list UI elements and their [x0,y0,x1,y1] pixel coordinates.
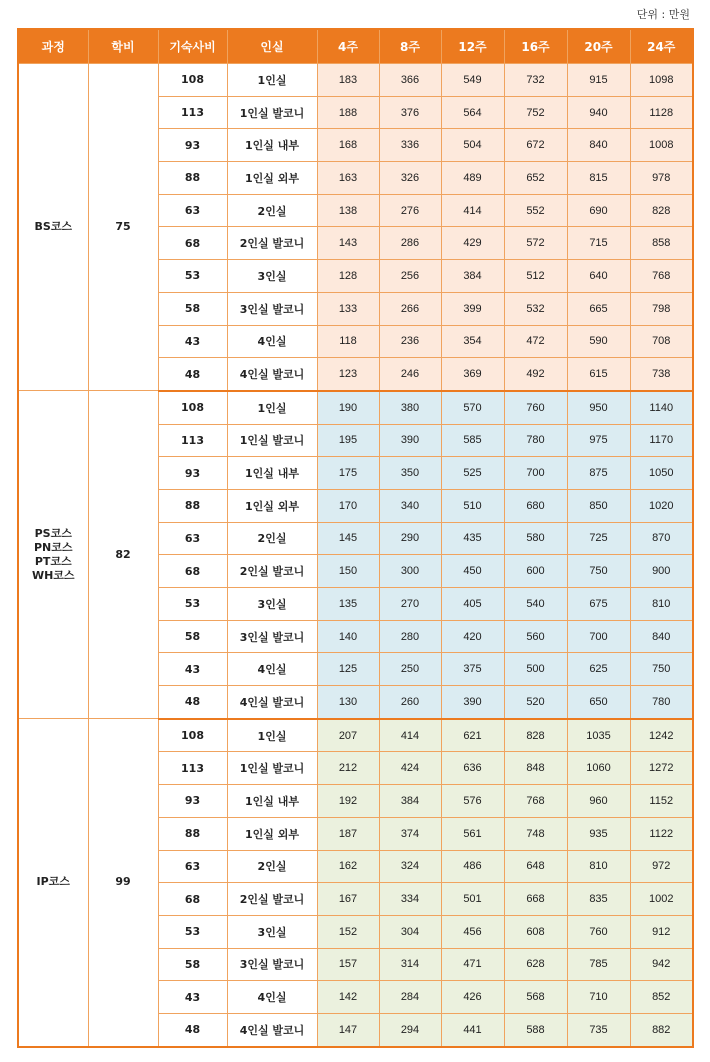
price-cell: 374 [379,817,441,850]
price-cell: 810 [630,588,693,621]
price-cell: 852 [630,981,693,1014]
course-name-text: BS코스 [34,220,73,234]
room-type-cell: 4인실 [227,325,317,358]
price-cell: 690 [567,194,630,227]
room-type-cell: 1인실 발코니 [227,752,317,785]
course-name [18,391,88,719]
price-cell: 369 [441,358,504,391]
price-cell: 815 [567,162,630,195]
room-type-cell: 4인실 [227,981,317,1014]
price-cell: 1035 [567,719,630,752]
price-cell: 304 [379,915,441,948]
price-cell: 768 [504,785,567,818]
dorm-fee-cell: 113 [158,424,227,457]
price-cell: 810 [567,850,630,883]
price-cell: 564 [441,96,504,129]
price-cell: 552 [504,194,567,227]
price-cell: 590 [567,325,630,358]
course-name [18,719,88,1047]
price-cell: 192 [317,785,379,818]
price-cell: 940 [567,96,630,129]
price-cell: 1098 [630,64,693,97]
price-cell: 147 [317,1013,379,1046]
price-cell: 568 [504,981,567,1014]
table-row [18,391,693,424]
price-cell: 780 [504,424,567,457]
price-cell: 650 [567,686,630,719]
header-4-weeks: 4주 [317,29,379,64]
price-cell: 725 [567,522,630,555]
room-type-cell: 3인실 [227,588,317,621]
room-type-cell: 1인실 내부 [227,457,317,490]
price-cell: 130 [317,686,379,719]
price-cell: 212 [317,752,379,785]
price-cell: 450 [441,555,504,588]
price-cell: 735 [567,1013,630,1046]
price-cell: 380 [379,391,441,424]
dorm-fee-cell: 93 [158,457,227,490]
dorm-fee-cell: 88 [158,489,227,522]
room-type-cell: 4인실 발코니 [227,686,317,719]
price-cell: 195 [317,424,379,457]
price-cell: 162 [317,850,379,883]
price-cell: 1050 [630,457,693,490]
price-cell: 768 [630,260,693,293]
dorm-fee-cell: 113 [158,96,227,129]
price-cell: 900 [630,555,693,588]
price-cell: 942 [630,948,693,981]
price-cell: 266 [379,292,441,325]
price-cell: 376 [379,96,441,129]
price-cell: 504 [441,129,504,162]
price-cell: 640 [567,260,630,293]
price-cell: 168 [317,129,379,162]
price-cell: 625 [567,653,630,686]
price-cell: 850 [567,489,630,522]
price-cell: 300 [379,555,441,588]
price-cell: 405 [441,588,504,621]
price-cell: 336 [379,129,441,162]
price-cell: 760 [567,915,630,948]
dorm-fee-cell: 43 [158,653,227,686]
room-type-cell: 3인실 [227,260,317,293]
price-cell: 500 [504,653,567,686]
price-cell: 142 [317,981,379,1014]
price-cell: 750 [630,653,693,686]
price-cell: 492 [504,358,567,391]
price-cell: 1122 [630,817,693,850]
price-cell: 1008 [630,129,693,162]
price-cell: 1060 [567,752,630,785]
price-cell: 190 [317,391,379,424]
price-cell: 143 [317,227,379,260]
price-cell: 1170 [630,424,693,457]
price-cell: 441 [441,1013,504,1046]
tuition-value: 82 [88,391,158,719]
price-cell: 284 [379,981,441,1014]
price-cell: 532 [504,292,567,325]
price-cell: 175 [317,457,379,490]
price-cell: 456 [441,915,504,948]
header-room-type: 인실 [227,29,317,64]
course-name [18,64,88,391]
price-cell: 621 [441,719,504,752]
room-type-cell: 1인실 발코니 [227,96,317,129]
dorm-fee-cell: 43 [158,325,227,358]
price-cell: 188 [317,96,379,129]
room-type-cell: 1인실 [227,719,317,752]
price-cell: 915 [567,64,630,97]
price-cell: 935 [567,817,630,850]
price-cell: 572 [504,227,567,260]
price-cell: 950 [567,391,630,424]
price-cell: 748 [504,817,567,850]
unit-note: 단위 : 만원 [636,8,690,21]
price-cell: 588 [504,1013,567,1046]
dorm-fee-cell: 88 [158,817,227,850]
price-cell: 636 [441,752,504,785]
room-type-cell: 1인실 [227,391,317,424]
room-type-cell: 2인실 발코니 [227,227,317,260]
price-cell: 652 [504,162,567,195]
price-cell: 525 [441,457,504,490]
price-cell: 276 [379,194,441,227]
dorm-fee-cell: 48 [158,686,227,719]
price-cell: 752 [504,96,567,129]
price-cell: 340 [379,489,441,522]
price-cell: 715 [567,227,630,260]
room-type-cell: 1인실 외부 [227,817,317,850]
dorm-fee-cell: 53 [158,915,227,948]
fee-table [17,28,694,1048]
price-cell: 236 [379,325,441,358]
price-cell: 1242 [630,719,693,752]
price-cell: 912 [630,915,693,948]
room-type-cell: 2인실 [227,194,317,227]
room-type-cell: 2인실 발코니 [227,555,317,588]
room-type-cell: 1인실 내부 [227,785,317,818]
price-cell: 486 [441,850,504,883]
price-cell: 150 [317,555,379,588]
price-cell: 286 [379,227,441,260]
price-cell: 135 [317,588,379,621]
price-cell: 314 [379,948,441,981]
dorm-fee-cell: 58 [158,620,227,653]
price-cell: 472 [504,325,567,358]
price-cell: 780 [630,686,693,719]
price-cell: 118 [317,325,379,358]
table-row [18,64,693,97]
price-cell: 140 [317,620,379,653]
room-type-cell: 1인실 [227,64,317,97]
price-cell: 187 [317,817,379,850]
price-cell: 489 [441,162,504,195]
price-cell: 426 [441,981,504,1014]
price-cell: 875 [567,457,630,490]
price-cell: 183 [317,64,379,97]
price-cell: 399 [441,292,504,325]
price-cell: 128 [317,260,379,293]
dorm-fee-cell: 63 [158,194,227,227]
dorm-fee-cell: 63 [158,850,227,883]
dorm-fee-cell: 58 [158,948,227,981]
price-cell: 858 [630,227,693,260]
price-cell: 246 [379,358,441,391]
price-cell: 1020 [630,489,693,522]
price-cell: 628 [504,948,567,981]
price-cell: 840 [630,620,693,653]
price-cell: 828 [630,194,693,227]
header-course: 과정 [18,29,88,64]
price-cell: 560 [504,620,567,653]
price-cell: 570 [441,391,504,424]
price-cell: 324 [379,850,441,883]
price-cell: 870 [630,522,693,555]
header-12-weeks: 12주 [441,29,504,64]
course-name-text: IP코스 [36,875,70,889]
price-cell: 848 [504,752,567,785]
price-cell: 585 [441,424,504,457]
room-type-cell: 4인실 발코니 [227,358,317,391]
dorm-fee-cell: 48 [158,1013,227,1046]
header-20-weeks: 20주 [567,29,630,64]
header-24-weeks: 24주 [630,29,693,64]
price-cell: 700 [504,457,567,490]
room-type-cell: 2인실 발코니 [227,883,317,916]
room-type-cell: 3인실 [227,915,317,948]
price-cell: 390 [379,424,441,457]
dorm-fee-cell: 93 [158,785,227,818]
price-cell: 540 [504,588,567,621]
dorm-fee-cell: 53 [158,260,227,293]
header-8-weeks: 8주 [379,29,441,64]
price-cell: 978 [630,162,693,195]
price-cell: 512 [504,260,567,293]
price-cell: 256 [379,260,441,293]
dorm-fee-cell: 53 [158,588,227,621]
price-cell: 384 [441,260,504,293]
price-cell: 615 [567,358,630,391]
price-cell: 549 [441,64,504,97]
price-cell: 414 [441,194,504,227]
price-cell: 429 [441,227,504,260]
price-cell: 561 [441,817,504,850]
price-cell: 828 [504,719,567,752]
price-cell: 882 [630,1013,693,1046]
price-cell: 280 [379,620,441,653]
price-cell: 125 [317,653,379,686]
room-type-cell: 2인실 [227,850,317,883]
price-cell: 738 [630,358,693,391]
price-cell: 260 [379,686,441,719]
price-cell: 133 [317,292,379,325]
price-cell: 835 [567,883,630,916]
dorm-fee-cell: 68 [158,227,227,260]
price-cell: 672 [504,129,567,162]
price-cell: 785 [567,948,630,981]
dorm-fee-cell: 68 [158,555,227,588]
price-cell: 732 [504,64,567,97]
dorm-fee-cell: 63 [158,522,227,555]
price-cell: 290 [379,522,441,555]
price-cell: 750 [567,555,630,588]
price-cell: 580 [504,522,567,555]
price-cell: 270 [379,588,441,621]
price-cell: 510 [441,489,504,522]
header-dorm-fee: 기숙사비 [158,29,227,64]
price-cell: 972 [630,850,693,883]
dorm-fee-cell: 113 [158,752,227,785]
price-cell: 710 [567,981,630,1014]
price-cell: 123 [317,358,379,391]
table-row [18,719,693,752]
room-type-cell: 1인실 내부 [227,129,317,162]
price-cell: 326 [379,162,441,195]
price-cell: 250 [379,653,441,686]
tuition-value: 99 [88,719,158,1047]
price-cell: 354 [441,325,504,358]
dorm-fee-cell: 108 [158,719,227,752]
price-cell: 350 [379,457,441,490]
price-cell: 163 [317,162,379,195]
price-cell: 157 [317,948,379,981]
room-type-cell: 4인실 [227,653,317,686]
room-type-cell: 1인실 외부 [227,162,317,195]
price-cell: 294 [379,1013,441,1046]
price-cell: 152 [317,915,379,948]
price-cell: 840 [567,129,630,162]
price-cell: 501 [441,883,504,916]
price-cell: 145 [317,522,379,555]
price-cell: 1272 [630,752,693,785]
header-tuition: 학비 [88,29,158,64]
price-cell: 668 [504,883,567,916]
room-type-cell: 3인실 발코니 [227,620,317,653]
price-cell: 708 [630,325,693,358]
price-cell: 576 [441,785,504,818]
header-row [18,29,693,64]
price-cell: 1152 [630,785,693,818]
price-cell: 414 [379,719,441,752]
price-cell: 1002 [630,883,693,916]
price-cell: 435 [441,522,504,555]
room-type-cell: 2인실 [227,522,317,555]
price-cell: 167 [317,883,379,916]
price-cell: 975 [567,424,630,457]
price-cell: 138 [317,194,379,227]
room-type-cell: 4인실 발코니 [227,1013,317,1046]
room-type-cell: 1인실 발코니 [227,424,317,457]
dorm-fee-cell: 68 [158,883,227,916]
price-cell: 420 [441,620,504,653]
header-16-weeks: 16주 [504,29,567,64]
course-name-text: PS코스 PN코스 PT코스 WH코스 [31,526,75,582]
dorm-fee-cell: 93 [158,129,227,162]
dorm-fee-cell: 58 [158,292,227,325]
price-cell: 960 [567,785,630,818]
dorm-fee-cell: 48 [158,358,227,391]
price-cell: 1140 [630,391,693,424]
price-cell: 675 [567,588,630,621]
room-type-cell: 3인실 발코니 [227,292,317,325]
price-cell: 424 [379,752,441,785]
price-cell: 600 [504,555,567,588]
price-cell: 665 [567,292,630,325]
room-type-cell: 1인실 외부 [227,489,317,522]
price-cell: 207 [317,719,379,752]
dorm-fee-cell: 88 [158,162,227,195]
price-cell: 700 [567,620,630,653]
price-cell: 170 [317,489,379,522]
dorm-fee-cell: 108 [158,64,227,97]
price-cell: 384 [379,785,441,818]
price-cell: 680 [504,489,567,522]
room-type-cell: 3인실 발코니 [227,948,317,981]
dorm-fee-cell: 43 [158,981,227,1014]
price-cell: 798 [630,292,693,325]
tuition-value: 75 [88,64,158,391]
price-cell: 760 [504,391,567,424]
price-cell: 390 [441,686,504,719]
price-cell: 648 [504,850,567,883]
price-cell: 520 [504,686,567,719]
price-cell: 334 [379,883,441,916]
dorm-fee-cell: 108 [158,391,227,424]
price-cell: 1128 [630,96,693,129]
price-cell: 366 [379,64,441,97]
price-cell: 375 [441,653,504,686]
price-cell: 471 [441,948,504,981]
price-cell: 608 [504,915,567,948]
